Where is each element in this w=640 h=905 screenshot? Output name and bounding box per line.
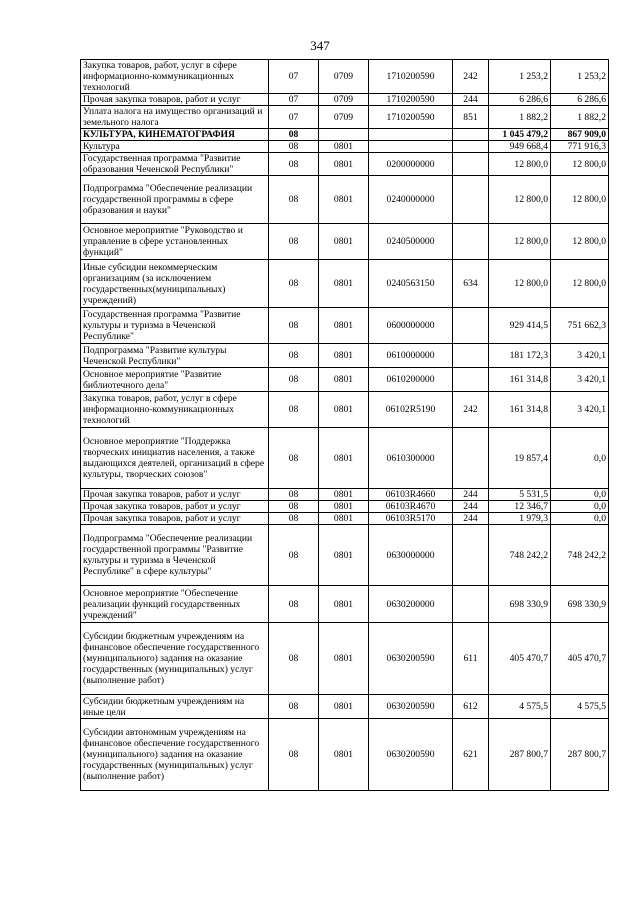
row-name-cell: Прочая закупка товаров, работ и услуг <box>81 501 269 513</box>
amount-year1-cell: 1 979,3 <box>489 513 551 525</box>
target-article-cell: 06103R4670 <box>369 501 453 513</box>
section-code-cell: 08 <box>269 623 319 695</box>
amount-year2-cell: 0,0 <box>551 489 609 501</box>
table-row <box>81 141 609 153</box>
target-article-cell: 1710200590 <box>369 106 453 129</box>
table-row <box>81 695 609 719</box>
amount-year2-cell: 287 800,7 <box>551 719 609 791</box>
amount-year2-cell: 4 575,5 <box>551 695 609 719</box>
section-code-cell: 08 <box>269 695 319 719</box>
amount-year1-cell: 1 045 479,2 <box>489 129 551 141</box>
table-row <box>81 489 609 501</box>
budget-table <box>80 59 609 791</box>
table-row <box>81 392 609 428</box>
section-code-cell: 08 <box>269 260 319 308</box>
expense-type-cell: 611 <box>453 623 489 695</box>
expense-type-cell: 851 <box>453 106 489 129</box>
amount-year1-cell: 1 253,2 <box>489 60 551 94</box>
amount-year1-cell: 161 314,8 <box>489 392 551 428</box>
row-name-cell: Прочая закупка товаров, работ и услуг <box>81 513 269 525</box>
row-name-cell: Государственная программа "Развитие культуры и туризма в Чеченской Республике" <box>81 308 269 344</box>
row-name-cell: Основное мероприятие "Развитие библиотечного дела" <box>81 368 269 392</box>
row-name-cell: Основное мероприятие "Обеспечение реализации функций государственных учреждений" <box>81 586 269 623</box>
expense-type-cell: 244 <box>453 94 489 106</box>
amount-year2-cell: 3 420,1 <box>551 368 609 392</box>
subsection-code-cell: 0801 <box>319 586 369 623</box>
section-code-cell: 08 <box>269 308 319 344</box>
expense-type-cell <box>453 428 489 489</box>
subsection-code-cell: 0801 <box>319 392 369 428</box>
row-name-cell: Закупка товаров, работ, услуг в сфере информационно-коммуникационных технологий <box>81 60 269 94</box>
section-code-cell: 08 <box>269 368 319 392</box>
amount-year2-cell: 405 470,7 <box>551 623 609 695</box>
table-row <box>81 586 609 623</box>
amount-year2-cell: 771 916,3 <box>551 141 609 153</box>
row-name-cell: Государственная программа "Развитие образования Чеченской Республики" <box>81 153 269 176</box>
section-code-cell: 07 <box>269 60 319 94</box>
amount-year2-cell: 751 662,3 <box>551 308 609 344</box>
expense-type-cell <box>453 368 489 392</box>
amount-year1-cell: 949 668,4 <box>489 141 551 153</box>
target-article-cell: 1710200590 <box>369 60 453 94</box>
amount-year1-cell: 1 882,2 <box>489 106 551 129</box>
subsection-code-cell: 0801 <box>319 224 369 260</box>
table-row <box>81 344 609 368</box>
row-name-cell: Прочая закупка товаров, работ и услуг <box>81 489 269 501</box>
expense-type-cell <box>453 141 489 153</box>
section-code-cell: 08 <box>269 129 319 141</box>
expense-type-cell: 244 <box>453 501 489 513</box>
amount-year2-cell: 1 882,2 <box>551 106 609 129</box>
expense-type-cell <box>453 176 489 224</box>
amount-year2-cell: 748 242,2 <box>551 525 609 586</box>
target-article-cell: 0610200000 <box>369 368 453 392</box>
row-name-cell: Уплата налога на имущество организаций и земельного налога <box>81 106 269 129</box>
amount-year1-cell: 19 857,4 <box>489 428 551 489</box>
row-name-cell: Прочая закупка товаров, работ и услуг <box>81 94 269 106</box>
amount-year2-cell: 698 330,9 <box>551 586 609 623</box>
amount-year2-cell: 12 800,0 <box>551 176 609 224</box>
table-row <box>81 106 609 129</box>
amount-year1-cell: 287 800,7 <box>489 719 551 791</box>
section-code-cell: 07 <box>269 106 319 129</box>
table-row <box>81 623 609 695</box>
section-code-cell: 08 <box>269 489 319 501</box>
subsection-code-cell: 0801 <box>319 719 369 791</box>
amount-year1-cell: 748 242,2 <box>489 525 551 586</box>
row-name-cell: Подпрограмма "Развитие культуры Чеченской Республики" <box>81 344 269 368</box>
expense-type-cell <box>453 586 489 623</box>
target-article-cell: 0630200590 <box>369 719 453 791</box>
amount-year2-cell: 12 800,0 <box>551 153 609 176</box>
expense-type-cell <box>453 129 489 141</box>
target-article-cell: 1710200590 <box>369 94 453 106</box>
table-row <box>81 525 609 586</box>
amount-year2-cell: 0,0 <box>551 501 609 513</box>
subsection-code-cell: 0801 <box>319 308 369 344</box>
row-name-cell: Субсидии бюджетным учреждениям на финансовое обеспечение государственного (муниципального) задания на оказание государственных (муниципальных) услуг (выполнение работ) <box>81 623 269 695</box>
expense-type-cell: 634 <box>453 260 489 308</box>
section-code-cell: 08 <box>269 392 319 428</box>
expense-type-cell <box>453 525 489 586</box>
section-code-cell: 08 <box>269 224 319 260</box>
target-article-cell: 0240000000 <box>369 176 453 224</box>
amount-year2-cell: 3 420,1 <box>551 344 609 368</box>
amount-year1-cell: 12 800,0 <box>489 153 551 176</box>
amount-year1-cell: 12 346,7 <box>489 501 551 513</box>
target-article-cell: 0630200000 <box>369 586 453 623</box>
expense-type-cell <box>453 308 489 344</box>
target-article-cell: 06102R5190 <box>369 392 453 428</box>
table-row <box>81 176 609 224</box>
amount-year2-cell: 3 420,1 <box>551 392 609 428</box>
row-name-cell: Субсидии автономным учреждениям на финансовое обеспечение государственного (муниципального) задания на оказание государственных (муниципальных) услуг (выполнение работ) <box>81 719 269 791</box>
table-row <box>81 129 609 141</box>
target-article-cell: 0610300000 <box>369 428 453 489</box>
subsection-code-cell: 0801 <box>319 428 369 489</box>
subsection-code-cell: 0801 <box>319 260 369 308</box>
amount-year1-cell: 161 314,8 <box>489 368 551 392</box>
row-name-cell: Закупка товаров, работ, услуг в сфере информационно-коммуникационных технологий <box>81 392 269 428</box>
target-article-cell: 0600000000 <box>369 308 453 344</box>
row-name-cell: Основное мероприятие "Поддержка творческих инициатив населения, а также выдающихся деятелей, организаций в сфере культуры, творческих союзов" <box>81 428 269 489</box>
subsection-code-cell: 0801 <box>319 623 369 695</box>
section-code-cell: 08 <box>269 428 319 489</box>
row-name-cell: Подпрограмма "Обеспечение реализации государственной программы в сфере образования и науки" <box>81 176 269 224</box>
section-code-cell: 08 <box>269 344 319 368</box>
section-code-cell: 08 <box>269 513 319 525</box>
subsection-code-cell: 0801 <box>319 344 369 368</box>
target-article-cell: 0630200590 <box>369 623 453 695</box>
target-article-cell: 0610000000 <box>369 344 453 368</box>
row-name-cell: Подпрограмма "Обеспечение реализации государственной программы "Развитие культуры и туризма в Чеченской Республике" в сфере культуры" <box>81 525 269 586</box>
table-row <box>81 308 609 344</box>
target-article-cell: 06103R5170 <box>369 513 453 525</box>
amount-year1-cell: 698 330,9 <box>489 586 551 623</box>
table-row <box>81 60 609 94</box>
subsection-code-cell: 0801 <box>319 513 369 525</box>
amount-year1-cell: 5 531,5 <box>489 489 551 501</box>
target-article-cell <box>369 141 453 153</box>
table-row <box>81 513 609 525</box>
section-code-cell: 08 <box>269 141 319 153</box>
amount-year1-cell: 405 470,7 <box>489 623 551 695</box>
amount-year2-cell: 867 909,0 <box>551 129 609 141</box>
subsection-code-cell: 0801 <box>319 695 369 719</box>
expense-type-cell: 621 <box>453 719 489 791</box>
amount-year1-cell: 4 575,5 <box>489 695 551 719</box>
table-row <box>81 260 609 308</box>
expense-type-cell <box>453 224 489 260</box>
expense-type-cell: 242 <box>453 60 489 94</box>
row-name-cell: Культура <box>81 141 269 153</box>
amount-year1-cell: 12 800,0 <box>489 176 551 224</box>
table-row <box>81 94 609 106</box>
subsection-code-cell: 0801 <box>319 501 369 513</box>
table-row <box>81 153 609 176</box>
section-code-cell: 08 <box>269 501 319 513</box>
subsection-code-cell <box>319 129 369 141</box>
expense-type-cell: 242 <box>453 392 489 428</box>
row-name-cell: КУЛЬТУРА, КИНЕМАТОГРАФИЯ <box>81 129 269 141</box>
amount-year2-cell: 0,0 <box>551 513 609 525</box>
amount-year2-cell: 0,0 <box>551 428 609 489</box>
section-code-cell: 08 <box>269 176 319 224</box>
subsection-code-cell: 0801 <box>319 141 369 153</box>
amount-year2-cell: 12 800,0 <box>551 260 609 308</box>
subsection-code-cell: 0709 <box>319 60 369 94</box>
expense-type-cell: 612 <box>453 695 489 719</box>
target-article-cell: 0630200590 <box>369 695 453 719</box>
target-article-cell: 0240563150 <box>369 260 453 308</box>
table-row <box>81 501 609 513</box>
amount-year2-cell: 6 286,6 <box>551 94 609 106</box>
expense-type-cell: 244 <box>453 513 489 525</box>
row-name-cell: Иные субсидии некоммерческим организациям (за исключением государственных(муниципальных) учреждений) <box>81 260 269 308</box>
amount-year2-cell: 1 253,2 <box>551 60 609 94</box>
expense-type-cell <box>453 344 489 368</box>
table-row <box>81 719 609 791</box>
table-row <box>81 368 609 392</box>
expense-type-cell <box>453 153 489 176</box>
table-row <box>81 224 609 260</box>
subsection-code-cell: 0801 <box>319 525 369 586</box>
subsection-code-cell: 0801 <box>319 176 369 224</box>
table-row <box>81 428 609 489</box>
section-code-cell: 08 <box>269 719 319 791</box>
subsection-code-cell: 0801 <box>319 368 369 392</box>
section-code-cell: 08 <box>269 586 319 623</box>
row-name-cell: Основное мероприятие "Руководство и управление в сфере установленных функций" <box>81 224 269 260</box>
section-code-cell: 08 <box>269 153 319 176</box>
amount-year2-cell: 12 800,0 <box>551 224 609 260</box>
row-name-cell: Субсидии бюджетным учреждениям на иные цели <box>81 695 269 719</box>
amount-year1-cell: 929 414,5 <box>489 308 551 344</box>
subsection-code-cell: 0709 <box>319 94 369 106</box>
target-article-cell: 0630000000 <box>369 525 453 586</box>
amount-year1-cell: 12 800,0 <box>489 260 551 308</box>
section-code-cell: 08 <box>269 525 319 586</box>
expense-type-cell: 244 <box>453 489 489 501</box>
target-article-cell <box>369 129 453 141</box>
subsection-code-cell: 0709 <box>319 106 369 129</box>
section-code-cell: 07 <box>269 94 319 106</box>
target-article-cell: 06103R4660 <box>369 489 453 501</box>
page-number: 347 <box>310 38 330 53</box>
amount-year1-cell: 6 286,6 <box>489 94 551 106</box>
amount-year1-cell: 181 172,3 <box>489 344 551 368</box>
amount-year1-cell: 12 800,0 <box>489 224 551 260</box>
subsection-code-cell: 0801 <box>319 489 369 501</box>
subsection-code-cell: 0801 <box>319 153 369 176</box>
target-article-cell: 0200000000 <box>369 153 453 176</box>
target-article-cell: 0240500000 <box>369 224 453 260</box>
